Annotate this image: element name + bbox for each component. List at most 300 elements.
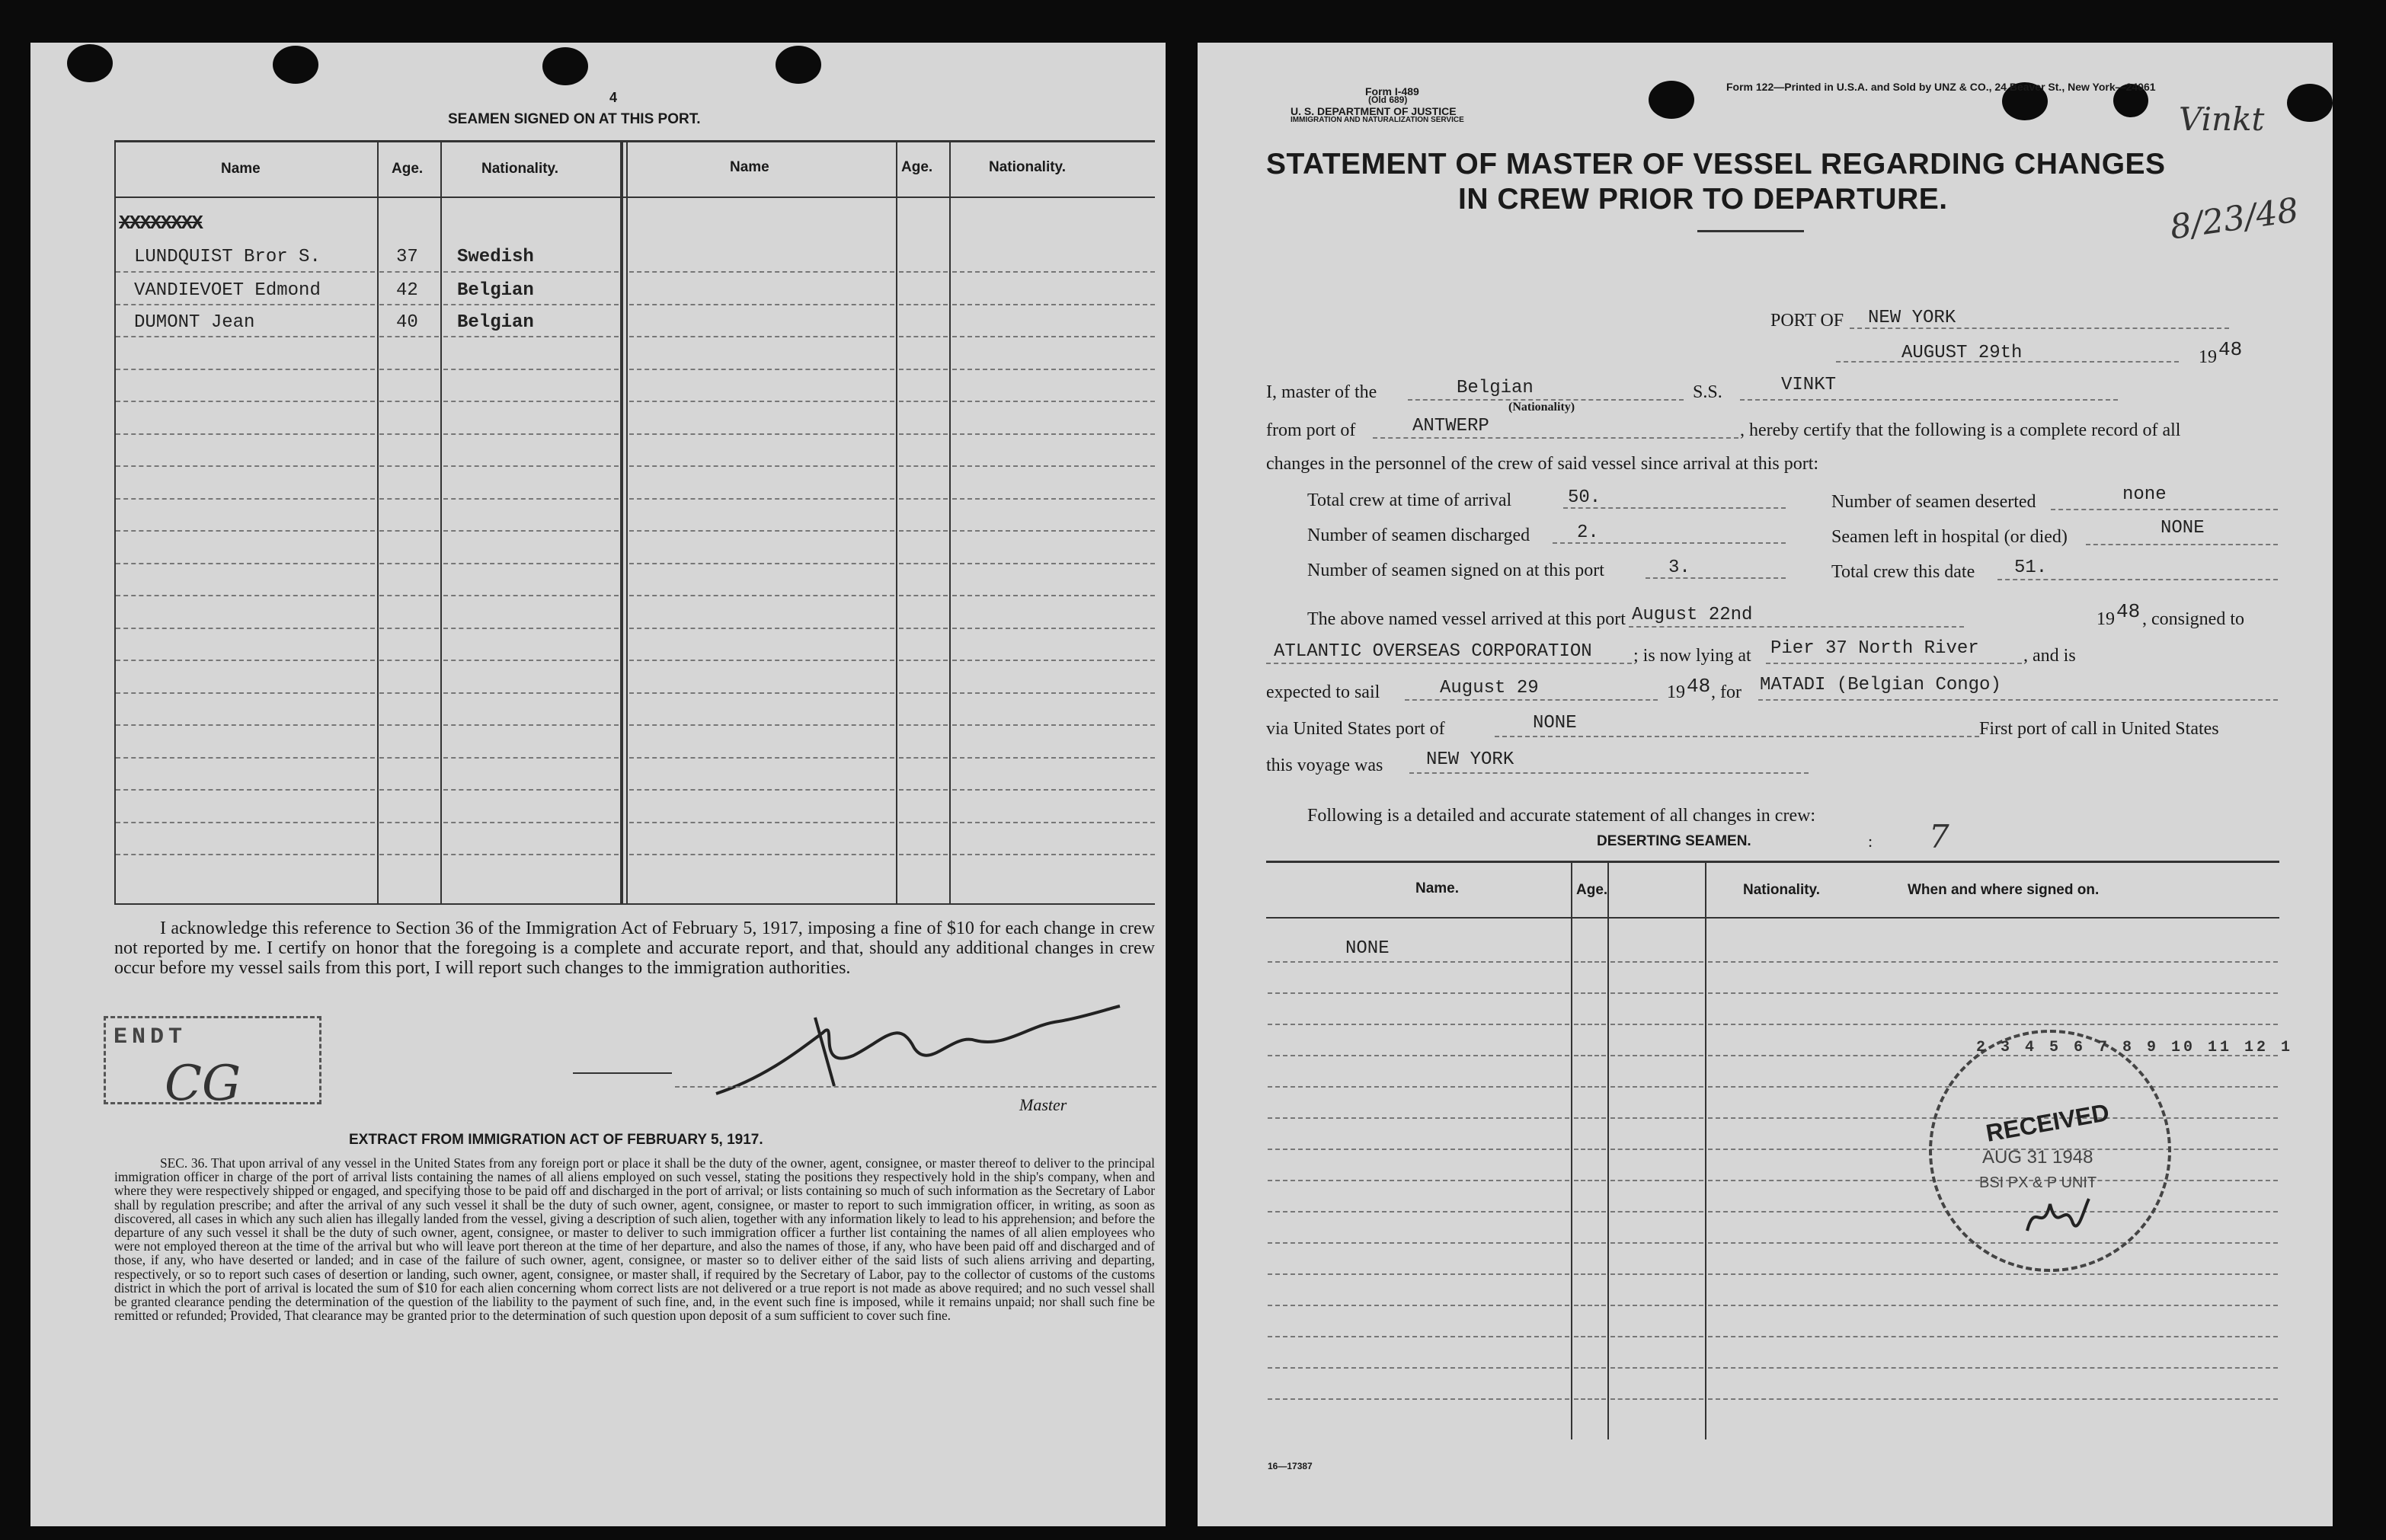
- punch-hole: [542, 47, 588, 85]
- seamen-signed-title: SEAMEN SIGNED ON AT THIS PORT.: [448, 111, 701, 127]
- row-line: [1574, 1211, 1606, 1213]
- row-line: [116, 854, 375, 855]
- voyage-line: [1409, 772, 1809, 774]
- year-prefix: 19: [2199, 347, 2217, 367]
- seaman-name: LUNDQUIST Bror S.: [134, 247, 321, 267]
- deserted-value: none: [2122, 484, 2167, 505]
- row-line: [1708, 1273, 2278, 1275]
- title-underline: [1697, 230, 1804, 232]
- signed-on-label: Number of seamen signed on at this port: [1307, 561, 1604, 580]
- row-line: [1268, 992, 1569, 994]
- signed-on-value: 3.: [1668, 558, 1690, 578]
- arrived-label: The above named vessel arrived at this port: [1307, 609, 1626, 629]
- row-line: [952, 822, 1155, 823]
- sail-line: [1405, 699, 1658, 701]
- row-line: [1574, 1398, 1606, 1400]
- handwritten-initials: CG: [165, 1056, 241, 1112]
- row-line: [116, 595, 375, 596]
- row-line: [1610, 1117, 1703, 1119]
- row-line: [899, 822, 948, 823]
- row-line: [1268, 1336, 1569, 1337]
- row-line: [443, 628, 619, 629]
- row-line: [116, 271, 375, 273]
- via-value: NONE: [1533, 713, 1577, 733]
- from-port-line: [1373, 437, 1738, 439]
- row-line: [1574, 1117, 1606, 1119]
- row-line: [116, 660, 375, 661]
- row-line: [379, 336, 439, 337]
- table-top-border: [114, 140, 1155, 142]
- lying-label: ; is now lying at: [1633, 646, 1751, 666]
- seaman-nationality: Belgian: [457, 280, 534, 301]
- table-bottom-border: [114, 903, 1155, 905]
- row-line: [629, 401, 894, 402]
- row-line: [629, 724, 894, 726]
- row-line: [899, 530, 948, 532]
- row-line: [1268, 1180, 1569, 1181]
- for-line: [1758, 699, 2278, 701]
- right-page: [1198, 43, 2333, 1526]
- row-line: [1268, 1117, 1569, 1119]
- column-header-age: Age.: [901, 159, 933, 175]
- row-line: [116, 433, 375, 435]
- master-signature: [701, 987, 1127, 1109]
- row-line: [1268, 1305, 1569, 1306]
- hospital-value: NONE: [2161, 518, 2205, 538]
- row-line: [629, 271, 894, 273]
- row-line: [116, 498, 375, 500]
- from-port-value: ANTWERP: [1412, 416, 1489, 436]
- service: IMMIGRATION AND NATURALIZATION SERVICE: [1291, 116, 1464, 124]
- column-header-age: Age.: [392, 161, 424, 177]
- column-header-nationality: Nationality.: [989, 159, 1066, 175]
- row-line: [899, 854, 948, 855]
- row-line: [443, 854, 619, 855]
- row-line: [116, 563, 375, 564]
- row-line: [443, 724, 619, 726]
- row-line: [379, 660, 439, 661]
- row-line: [952, 628, 1155, 629]
- row-line: [1610, 1086, 1703, 1088]
- form-number: Form I-489: [1365, 85, 1419, 97]
- deserting-table-header-border: [1266, 917, 2279, 919]
- nationality-caption: (Nationality): [1508, 401, 1575, 414]
- via-label: via United States port of: [1266, 719, 1445, 739]
- stamp-received: RECEIVED: [1984, 1098, 2112, 1147]
- row-line: [1574, 1273, 1606, 1275]
- row-line: [1610, 1149, 1703, 1150]
- row-line: [899, 433, 948, 435]
- struck-out-heading: XXXXXXXX: [119, 212, 202, 235]
- row-line: [952, 530, 1155, 532]
- row-line: [379, 369, 439, 370]
- row-line: [1610, 1398, 1703, 1400]
- extract-title: EXTRACT FROM IMMIGRATION ACT OF FEBRUARY 5, 1917.: [349, 1132, 763, 1148]
- row-line: [629, 433, 894, 435]
- row-line: [1268, 1211, 1569, 1213]
- row-line: [952, 757, 1155, 759]
- ss-label: S.S.: [1693, 382, 1722, 402]
- year-value: 48: [1687, 675, 1711, 698]
- deserted-line: [2051, 509, 2278, 510]
- stamp-initials: [2023, 1193, 2092, 1238]
- row-line: [1610, 1211, 1703, 1213]
- row-line: [443, 498, 619, 500]
- signed-on-line: [1646, 577, 1786, 579]
- first-port-label: First port of call in United States: [1979, 719, 2219, 739]
- master-of-label: I, master of the: [1266, 382, 1377, 402]
- column-header-name: Name: [730, 159, 769, 175]
- hospital-line: [2086, 544, 2278, 545]
- row-line: [1268, 1367, 1569, 1369]
- row-line: [629, 595, 894, 596]
- row-line: [1610, 1336, 1703, 1337]
- stamp-ring-numbers: 2 3 4 5 6 7 8 9 10 11 12 1: [1976, 1039, 2294, 1056]
- form-code: 16—17387: [1268, 1461, 1313, 1471]
- deserting-seamen-title: DESERTING SEAMEN.: [1597, 833, 1751, 849]
- column-header-name: Name.: [1415, 880, 1460, 896]
- punch-hole: [273, 46, 318, 84]
- column-header-when-where: When and where signed on.: [1908, 882, 2100, 898]
- row-line: [116, 789, 375, 791]
- row-line: [629, 563, 894, 564]
- row-line: [443, 822, 619, 823]
- column-divider: [949, 140, 951, 905]
- row-line: [116, 465, 375, 467]
- row-line: [443, 401, 619, 402]
- column-divider: [626, 140, 628, 905]
- row-line: [1574, 1336, 1606, 1337]
- total-crew-arrival-value: 50.: [1568, 487, 1601, 508]
- row-line: [899, 498, 948, 500]
- row-line: [1610, 1367, 1703, 1369]
- row-line: [443, 336, 619, 337]
- row-line: [116, 369, 375, 370]
- handwritten-ship-name: Vinkt: [2179, 101, 2265, 138]
- row-line: [899, 757, 948, 759]
- column-divider: [1571, 861, 1572, 1439]
- column-divider: [896, 140, 897, 905]
- left-page: [30, 43, 1166, 1526]
- row-line: [1574, 961, 1606, 963]
- printer-note: Form 122—Printed in U.S.A. and Sold by UNZ & CO., 24 Beaver St., New York—24061: [1726, 81, 2156, 93]
- row-line: [1610, 1273, 1703, 1275]
- row-line: [379, 433, 439, 435]
- row-line: [443, 595, 619, 596]
- row-line: [379, 401, 439, 402]
- row-line: [899, 595, 948, 596]
- row-line: [116, 757, 375, 759]
- year-prefix: 19: [2097, 609, 2115, 629]
- from-port-label: from port of: [1266, 420, 1356, 440]
- form-title-line1: STATEMENT OF MASTER OF VESSEL REGARDING CHANGES: [1266, 148, 2166, 181]
- row-line: [1610, 1055, 1703, 1056]
- row-line: [629, 660, 894, 661]
- seaman-age: 37: [396, 247, 418, 267]
- row-line: [899, 465, 948, 467]
- total-crew-date-line: [1997, 579, 2278, 580]
- row-line: [443, 369, 619, 370]
- row-line: [1708, 1367, 2278, 1369]
- row-line: [1268, 961, 1569, 963]
- row-line: [629, 757, 894, 759]
- row-line: [1610, 1024, 1703, 1025]
- row-line: [116, 336, 375, 337]
- row-line: [379, 789, 439, 791]
- via-line: [1495, 736, 1979, 737]
- vessel-value: VINKT: [1781, 375, 1837, 395]
- stamp-office: BSI PX & P UNIT: [1979, 1174, 2097, 1191]
- seaman-nationality: Swedish: [457, 247, 534, 267]
- row-line: [1268, 1242, 1569, 1244]
- row-line: [952, 692, 1155, 694]
- row-line: [1610, 1305, 1703, 1306]
- certify-text: , hereby certify that the following is a complete record of all: [1740, 420, 2181, 440]
- row-line: [1574, 1086, 1606, 1088]
- row-line: [1574, 1055, 1606, 1056]
- consignee-value: ATLANTIC OVERSEAS CORPORATION: [1274, 641, 1592, 662]
- row-line: [1574, 1242, 1606, 1244]
- row-line: [1268, 1024, 1569, 1025]
- column-header-age: Age.: [1576, 882, 1608, 898]
- row-line: [1708, 1336, 2278, 1337]
- row-line: [952, 369, 1155, 370]
- punch-hole: [776, 46, 821, 84]
- department: U. S. DEPARTMENT OF JUSTICE: [1291, 105, 1457, 117]
- for-label: , for: [1711, 682, 1742, 702]
- row-line: [1574, 1180, 1606, 1181]
- row-line: [629, 530, 894, 532]
- column-divider: [620, 140, 623, 905]
- row-line: [899, 789, 948, 791]
- row-line: [379, 595, 439, 596]
- date-value: AUGUST 29th: [1901, 343, 2023, 363]
- master-signature-line: [675, 1086, 1156, 1088]
- row-line: [1268, 1086, 1569, 1088]
- row-line: [899, 271, 948, 273]
- row-line: [379, 271, 439, 273]
- row-line: [629, 336, 894, 337]
- voyage-label: this voyage was: [1266, 756, 1383, 775]
- row-line: [629, 465, 894, 467]
- row-line: [952, 401, 1155, 402]
- row-line: [899, 304, 948, 305]
- column-divider: [1705, 861, 1706, 1439]
- row-line: [443, 433, 619, 435]
- row-line: [1610, 1242, 1703, 1244]
- row-line: [116, 822, 375, 823]
- row-line: [899, 336, 948, 337]
- row-line: [379, 498, 439, 500]
- acknowledgement-text: I acknowledge this reference to Section 36 of the Immigration Act of February 5, 1917, imposing a fine of $10 for each change in crew not reported by me. I certify on honor that the foregoing is a complete and accurate report, and that, should any additional changes in crew occur before my vessel sails from this port, I will report such changes to the immigration authorities.: [114, 919, 1155, 978]
- row-line: [952, 660, 1155, 661]
- row-line: [899, 660, 948, 661]
- year-value: 48: [2218, 338, 2243, 361]
- row-line: [443, 660, 619, 661]
- seaman-age: 42: [396, 280, 418, 301]
- row-line: [1574, 1024, 1606, 1025]
- row-line: [899, 724, 948, 726]
- row-line: [629, 304, 894, 305]
- row-line: [116, 530, 375, 532]
- column-header-name: Name: [221, 161, 261, 177]
- received-stamp: [1929, 1030, 2294, 1272]
- row-line: [952, 724, 1155, 726]
- row-line: [629, 789, 894, 791]
- row-line: [952, 433, 1155, 435]
- seaman-nationality: Belgian: [457, 312, 534, 333]
- row-line: [1610, 1180, 1703, 1181]
- sail-label: expected to sail: [1266, 682, 1380, 702]
- row-line: [629, 369, 894, 370]
- row-line: [443, 530, 619, 532]
- total-crew-date-value: 51.: [2014, 558, 2048, 578]
- row-line: [952, 271, 1155, 273]
- stamp-text: ENDT: [114, 1024, 187, 1050]
- row-line: [1268, 1273, 1569, 1275]
- row-line: [443, 304, 619, 305]
- total-crew-date-label: Total crew this date: [1831, 562, 1975, 582]
- port-label: PORT OF: [1770, 311, 1844, 331]
- row-line: [116, 724, 375, 726]
- punch-hole: [67, 44, 113, 82]
- expected-label: , and is: [2023, 646, 2076, 666]
- row-line: [1708, 1305, 2278, 1306]
- row-line: [379, 692, 439, 694]
- hospital-label: Seamen left in hospital (or died): [1831, 527, 2068, 547]
- row-line: [1268, 1398, 1569, 1400]
- row-line: [379, 465, 439, 467]
- row-line: [379, 530, 439, 532]
- row-line: [443, 563, 619, 564]
- row-line: [1610, 961, 1703, 963]
- arrived-line: [1629, 626, 1964, 628]
- row-line: [379, 304, 439, 305]
- row-line: [899, 401, 948, 402]
- consigned-label: , consigned to: [2142, 609, 2244, 629]
- row-line: [443, 271, 619, 273]
- column-divider: [440, 140, 442, 905]
- row-line: [1574, 992, 1606, 994]
- page-number: 4: [609, 90, 618, 105]
- row-line: [952, 304, 1155, 305]
- row-line: [443, 465, 619, 467]
- row-line: [629, 854, 894, 855]
- row-line: [1574, 1305, 1606, 1306]
- changes-text: changes in the personnel of the crew of said vessel since arrival at this port:: [1266, 454, 1819, 474]
- row-line: [1610, 992, 1703, 994]
- consignee-line: [1266, 663, 1632, 664]
- following-text: Following is a detailed and accurate statement of all changes in crew:: [1307, 806, 1816, 826]
- row-line: [952, 595, 1155, 596]
- row-line: [1268, 1055, 1569, 1056]
- old-form-number: (Old 689): [1368, 94, 1408, 105]
- row-line: [116, 628, 375, 629]
- column-header-nationality: Nationality.: [1743, 882, 1820, 898]
- row-line: [952, 854, 1155, 855]
- row-line: [443, 692, 619, 694]
- table-header-border: [114, 196, 1155, 198]
- row-line: [1708, 961, 2278, 963]
- row-line: [379, 628, 439, 629]
- row-line: [1268, 1149, 1569, 1150]
- row-line: [952, 498, 1155, 500]
- deserted-label: Number of seamen deserted: [1831, 492, 2036, 512]
- total-crew-arrival-label: Total crew at time of arrival: [1307, 490, 1512, 510]
- row-line: [443, 789, 619, 791]
- seaman-age: 40: [396, 312, 418, 333]
- nationality-value: Belgian: [1457, 378, 1534, 398]
- row-line: [379, 563, 439, 564]
- column-divider: [1607, 861, 1609, 1439]
- seaman-name: DUMONT Jean: [134, 312, 255, 333]
- row-line: [379, 757, 439, 759]
- row-line: [116, 304, 375, 305]
- seaman-name: VANDIEVOET Edmond: [134, 280, 321, 301]
- row-line: [1708, 1398, 2278, 1400]
- row-line: [629, 498, 894, 500]
- signature-line: [573, 1072, 672, 1074]
- punch-hole: [2287, 84, 2333, 122]
- row-line: [629, 628, 894, 629]
- row-line: [952, 563, 1155, 564]
- deserting-entry: NONE: [1345, 938, 1390, 959]
- row-line: [952, 336, 1155, 337]
- row-line: [899, 563, 948, 564]
- row-line: [629, 692, 894, 694]
- port-value: NEW YORK: [1868, 308, 1956, 328]
- handwritten-mark: 7: [1929, 818, 1949, 855]
- column-header-nationality: Nationality.: [481, 161, 558, 177]
- stamp-date: AUG 31 1948: [1982, 1147, 2093, 1168]
- arrived-value: August 22nd: [1632, 605, 1753, 625]
- voyage-value: NEW YORK: [1426, 749, 1514, 770]
- column-divider: [377, 140, 379, 905]
- row-line: [1574, 1367, 1606, 1369]
- lying-line: [1766, 663, 2022, 664]
- deserting-table-top: [1266, 861, 2279, 863]
- row-line: [1708, 992, 2278, 994]
- row-line: [952, 789, 1155, 791]
- row-line: [116, 401, 375, 402]
- row-line: [1574, 1149, 1606, 1150]
- for-value: MATADI (Belgian Congo): [1760, 675, 2001, 695]
- row-line: [379, 724, 439, 726]
- row-line: [116, 692, 375, 694]
- form-title-line2: IN CREW PRIOR TO DEPARTURE.: [1458, 183, 1948, 216]
- row-line: [1708, 1024, 2278, 1025]
- row-line: [952, 465, 1155, 467]
- row-line: [379, 822, 439, 823]
- row-line: [443, 757, 619, 759]
- colon-mark: :: [1868, 832, 1873, 851]
- discharged-label: Number of seamen discharged: [1307, 526, 1530, 545]
- section-36-text: SEC. 36. That upon arrival of any vessel in the United States from any foreign port or place it shall be the duty of the owner, agent, consignee, or master thereof to deliver to the principal immigration officer in charge of the port of arrival lists containing the names of all aliens employed on such vessel, stating the positions they respectively hold in the ship's company, when and where they were respectively shipped or engaged, and specifying those to be paid off and discharged in the port of arrival; or lists containing so much of such information as the Secretary of Labor shall by regulation prescribe; and after the arrival of any such vessel it shall be the duty of such owner, agent, consignee, or master to report to such immigration officer, in writing, as soon as discovered, all cases in which any such alien has illegally landed from the vessel, giving a description of such alien, together with any information likely to lead to his apprehension; and before the departure of any such vessel it shall be the duty of such owner, agent, consignee, or master to deliver to such immigration officer a further list containing the names of all alien employees who were not employed thereon at the time of the arrival but who will leave port thereon at the time of her departure, and also the names of those, if any, who have been paid off and discharged and of those, if any, who have deserted or landed; and in case of the failure of such owner, agent, consignee, or master so to deliver either of the said lists of such aliens arriving and departing, respectively, or so to report such cases of desertion or landing, such owner, agent, consignee, or master shall, if required by the Secretary of Labor, pay to the collector of customs of the customs district in which the port of arrival is located the sum of $10 for each alien concerning whom correct lists are not delivered or a true report is not made as above required; and no such vessel shall be granted clearance pending the determination of the question of the liability to the payment of such fine, and, in the event such fine is imposed, while it remains unpaid; nor shall such fine be remitted or refunded; Provided, That clearance may be granted prior to the determination of such question upon deposit of a sum sufficient to cover such fine.: [114, 1155, 1155, 1324]
- row-line: [629, 822, 894, 823]
- row-line: [899, 692, 948, 694]
- row-line: [899, 628, 948, 629]
- discharged-value: 2.: [1577, 522, 1599, 543]
- row-line: [379, 854, 439, 855]
- row-line: [899, 369, 948, 370]
- year-prefix: 19: [1667, 682, 1685, 702]
- handwritten-date: 8/23/48: [2167, 190, 2301, 248]
- punch-hole: [1649, 81, 1694, 119]
- sail-value: August 29: [1440, 678, 1539, 698]
- vessel-line: [1740, 399, 2118, 401]
- master-label: Master: [1019, 1095, 1067, 1114]
- year-value: 48: [2116, 600, 2141, 623]
